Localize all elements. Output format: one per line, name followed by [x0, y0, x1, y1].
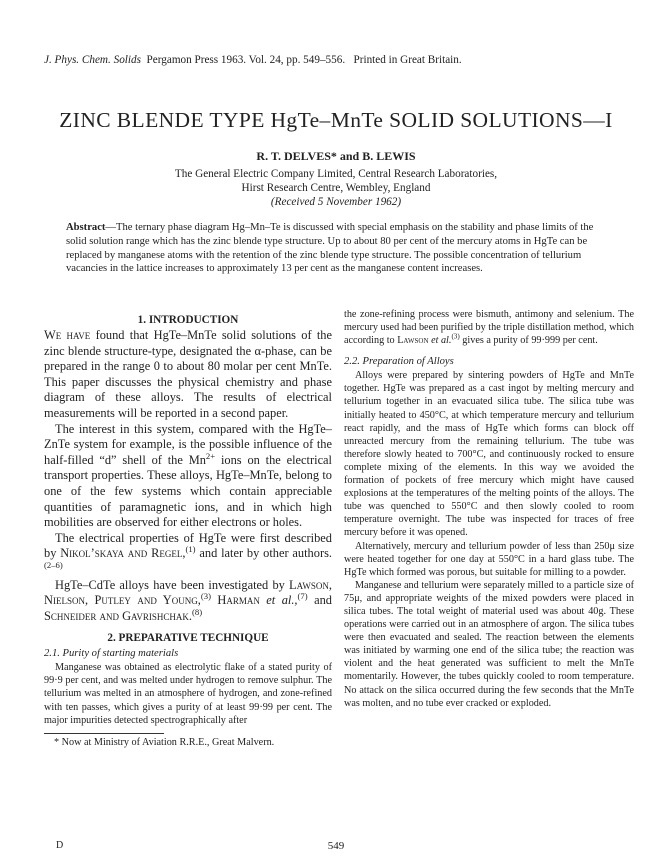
intro-p3-names: Nikol’skaya and Regel, — [60, 546, 186, 561]
abstract-label: Abstract — [66, 222, 106, 233]
purity-continued-paragraph — [344, 308, 634, 347]
section-1-heading: 1. INTRODUCTION — [137, 314, 239, 326]
citation-3b: (3) — [451, 332, 460, 341]
right-p0-etal: et al. — [428, 335, 452, 347]
intro-p4-names-2: Harman — [210, 593, 260, 608]
intro-paragraph-4 — [44, 578, 332, 625]
intro-p4-names-1: Lawson, Nielson, Putley and Young, — [44, 577, 332, 608]
citation-1: (1) — [185, 544, 196, 555]
intro-p3-b: and later by other authors. — [195, 546, 332, 561]
abstract-text: —The ternary phase diagram Hg–Mn–Te is discussed with special emphasis on the stability and phase limits of the solid solution range which has the zinc blende type structure. Up to about 80 per cent of the mercury atoms in HgTe can be replaced by manganese atoms with the retention of the zinc blende type structure. The possible concentration of tellurium vacancies in the lattice increases to approximately 13 per cent as the manganese content increases. — [66, 222, 594, 275]
received-date: (Received 5 November 1962) — [270, 196, 402, 208]
abstract — [66, 221, 608, 276]
right-p0-a: the zone-refining process were bismuth, antimony and selenium. The mercury used had been purified by the triple distillation method, which according to — [344, 309, 634, 347]
intro-p4-etal: et al., — [259, 593, 298, 608]
intro-p3-a: The electrical properties of HgTe were first described by — [44, 530, 332, 561]
affiliation-line-2: Hirst Research Centre, Wembley, England — [241, 182, 431, 194]
journal-name: J. Phys. Chem. Solids — [44, 54, 141, 66]
section-2-heading: 2. PREPARATIVE TECHNIQUE — [107, 632, 269, 645]
intro-paragraph-1 — [44, 328, 332, 422]
intro-p4-a: HgTe–CdTe alloys have been investigated by — [55, 577, 290, 592]
citation-2-6: (2–6) — [44, 559, 63, 570]
intro-p2-end: ions on the electrical transport properties. These alloys, HgTe–MnTe, belong to one of the few systems which contain appreciable quantities of paramagnetic ions, and in which high mobilities are observed for either electrons or holes. — [44, 452, 333, 530]
intro-p1-text: found that HgTe–MnTe solid solutions of the zinc blende structure-type, designated the α-phase, can be prepared in the range 0 to about 80 molar per cent MnTe. This paper discusses the physical chemistry and phase diagram of these alloys. The results of electrical measurements will be reported in a second paper. — [44, 328, 332, 420]
intro-p4-names-3: Schneider and Gavrishchak. — [44, 608, 192, 623]
intro-lead: We have — [44, 328, 91, 342]
citation-3: (3) — [200, 590, 211, 601]
citation-7: (7) — [297, 590, 308, 601]
left-column — [44, 308, 332, 749]
purity-paragraph: Manganese was obtained as electrolytic flake of a stated purity of 99·9 per cent, and was melted under hydrogen to remove sulphur. The tellurium was melted in an atmosphere of hydrogen, and zone-refined with ten passes, which gives a purity of at least 99·99 per cent. The major impurities detected spectrographically after — [44, 662, 332, 726]
intro-p4-and: and — [307, 593, 332, 608]
intro-p2-text: The interest in this system, compared with the HgTe–ZnTe system for example, is the possible influence of the half-filled “d” shell of the Mn — [44, 421, 332, 467]
intro-paragraph-3 — [44, 531, 332, 578]
subsection-2-1-heading: 2.1. Purity of starting materials — [44, 648, 179, 660]
intro-paragraph-2 — [44, 422, 332, 531]
mn-charge: 2+ — [205, 450, 216, 461]
page-number: 549 — [327, 840, 345, 852]
right-column — [344, 308, 634, 710]
publisher-info: Pergamon Press 1963. Vol. 24, pp. 549–556. — [146, 54, 346, 66]
alloys-paragraph-2: Alternatively, mercury and tellurium powder of less than 250μ size were heated together for one day at 550°C in a hard glass tube. The HgTe which formed was porous, but suitable for milling to a powder. — [344, 540, 634, 578]
alloys-paragraph-3: Manganese and tellurium were separately milled to a particle size of 75μ, and appropriate weights of the mixed powders were placed in silica tubes. The total weight of material used was about 40g. These operations were carried out in an atmosphere of argon. The silica tubes were then evacuated and sealed. The reaction between the elements was initiated by warming one end of the silica tube; the reaction was violent and the heat generated was sufficient to melt the MnTe momentarily. However, the tubes quickly cooled to room temperature. No attack on the silica occurred during the few seconds that the MnTe was molten, and no tube ever cracked or exploded. — [344, 579, 634, 709]
affiliation — [0, 167, 672, 195]
paper-title: ZINC BLENDE TYPE HgTe–MnTe SOLID SOLUTIONS—I — [59, 108, 613, 132]
right-p0-name: Lawson — [397, 335, 429, 347]
right-p0-b: gives a purity of 99·999 per cent. — [459, 335, 598, 347]
alloys-paragraph-1: Alloys were prepared by sintering powders of HgTe and MnTe together. HgTe was prepared as a cast ingot by melting mercury and tellurium together in an evacuated silica tube. The silica tube was initially heated to 450°C, at which temperature mercury and tellurium react rapidly, and the mass of HgTe which forms can block off unreacted mercury from the remaining tellurium. The tube was therefore slowly heated to 700°C, and continuously rocked to ensure complete mixing of the elements. In this way we avoided the formation of pockets of free mercury which might have caused explosions at the temperatures of the melting points of the alloys. The tube was quenched to 550°C and then slowly cooled to room temperature overnight. The tube was inspected for traces of free mercury before it was opened. — [344, 370, 634, 539]
affiliation-line-1: The General Electric Company Limited, Central Research Laboratories, — [174, 168, 498, 180]
subsection-2-2-heading: 2.2. Preparation of Alloys — [344, 356, 454, 368]
footnote: * Now at Ministry of Aviation R.R.E., Great Malvern. — [54, 736, 275, 748]
journal-header — [44, 54, 644, 66]
authors: R. T. DELVES* and B. LEWIS — [256, 149, 416, 163]
footnote-rule — [44, 733, 164, 734]
printed-info: Printed in Great Britain. — [353, 54, 462, 66]
citation-8: (8) — [191, 606, 203, 617]
signature-mark: D — [56, 840, 64, 851]
